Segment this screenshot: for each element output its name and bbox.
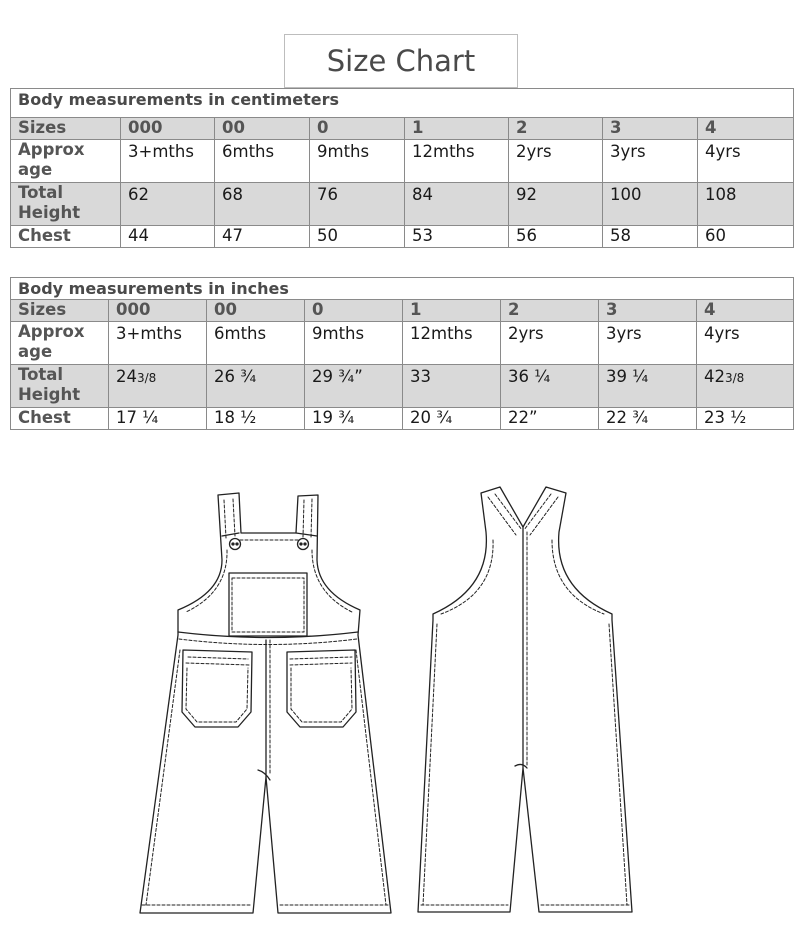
table-cell: 22” [501,408,599,430]
table-cell: 9mths [305,322,403,365]
table-caption: Body measurements in centimeters [11,89,794,118]
table-cell: 62 [121,183,215,226]
table-cell: 39 ¼ [599,365,697,408]
table-cell: 100 [603,183,698,226]
table-cell: 4 [698,118,794,140]
table-cell: 4yrs [697,322,794,365]
table-cell: 44 [121,226,215,248]
table-cell: 68 [215,183,310,226]
table-cell: 20 ¾ [403,408,501,430]
table-cell: 3yrs [599,322,697,365]
cell-value: 42 [704,367,725,386]
table-cell: 2 [509,118,603,140]
table-cell: 2yrs [501,322,599,365]
table-cell: 6mths [215,140,310,183]
table-cell: 00 [207,300,305,322]
table-cell: 1 [405,118,509,140]
table-cell: 000 [109,300,207,322]
table-caption: Body measurements in inches [11,278,794,300]
table-cell: 58 [603,226,698,248]
table-cell: 4yrs [698,140,794,183]
table-cell: 108 [698,183,794,226]
table-cell: 50 [310,226,405,248]
overalls-front-view [140,493,391,913]
table-cell: 53 [405,226,509,248]
table-cell: 17 ¼ [109,408,207,430]
page-title: Size Chart [284,34,518,88]
table-cell: 2yrs [509,140,603,183]
table-cell: 12mths [403,322,501,365]
row-header: Chest [11,226,121,248]
table-cell: 2 [501,300,599,322]
table-cell: 76 [310,183,405,226]
table-cell: 3+mths [109,322,207,365]
row-header: Approx age [11,140,121,183]
row-header: Sizes [11,118,121,140]
table-cell: 9mths [310,140,405,183]
table-cell: 0 [305,300,403,322]
row-header: Chest [11,408,109,430]
table-cell: 3 [603,118,698,140]
table-cell: 29 ¾” [305,365,403,408]
table-cell: 84 [405,183,509,226]
table-cell: 23 ½ [697,408,794,430]
row-header: Total Height [11,365,109,408]
table-cell: 19 ¾ [305,408,403,430]
table-cell: 26 ¾ [207,365,305,408]
table-cell: 12mths [405,140,509,183]
table-cell: 60 [698,226,794,248]
table-cell: 36 ¼ [501,365,599,408]
table-cell: 18 ½ [207,408,305,430]
table-cell: 3yrs [603,140,698,183]
row-header: Total Height [11,183,121,226]
table-cell: 1 [403,300,501,322]
table-cell: 6mths [207,322,305,365]
overalls-back-view [418,487,632,912]
cell-fraction: 3/8 [725,371,745,385]
row-header: Sizes [11,300,109,322]
table-cell: 3 [599,300,697,322]
table-cell: 3+mths [121,140,215,183]
table-cell: 33 [403,365,501,408]
table-cell: 4 [697,300,794,322]
table-cell: 22 ¾ [599,408,697,430]
table-cell: 56 [509,226,603,248]
table-cell: 92 [509,183,603,226]
row-header: Approx age [11,322,109,365]
table-cell: 0 [310,118,405,140]
cell-value: 24 [116,367,137,386]
table-cell: 47 [215,226,310,248]
table-cell: 000 [121,118,215,140]
table-cell: 00 [215,118,310,140]
cell-fraction: 3/8 [137,371,157,385]
